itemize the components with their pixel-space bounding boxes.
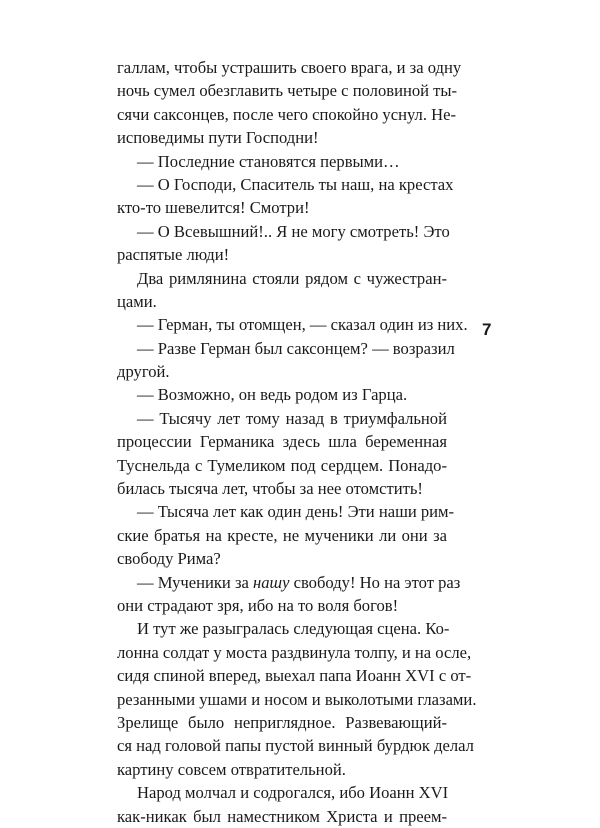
- text-line: лонна солдат у моста раздвинула толпу, и на осле,: [117, 642, 472, 662]
- text-line: ся над головой папы пустой винный бурдюк делал: [117, 736, 474, 756]
- text-line: галлам, чтобы устрашить своего врага, и за одну: [117, 58, 462, 77]
- text-line: билась тысяча лет, чтобы за нее отомстить!: [117, 479, 423, 499]
- text-line: [117, 571, 461, 594]
- text-line: — О Всевышний!.. Я не могу смотреть! Это: [137, 221, 450, 241]
- page-number: 7: [482, 320, 492, 339]
- text-line: они страдают зря, ибо на то воля богов!: [117, 595, 399, 615]
- text-line: — Тысячу лет тому назад в триумфальной: [137, 408, 447, 428]
- text-line: — Тысяча лет как один день! Эти наши рим-: [137, 502, 455, 522]
- text-line: — Последние становятся первыми…: [137, 151, 400, 171]
- text-line: сячи саксонцев, после чего спокойно уснул. Не-: [117, 104, 456, 124]
- text-line: ские братья на кресте, не мученики ли они за: [117, 525, 447, 545]
- text-line: резанными ушами и носом и выколотыми глазами.: [117, 689, 477, 709]
- text-line: картину совсем отвратительной.: [117, 759, 346, 779]
- text-line: исповедимы пути Господни!: [117, 128, 319, 148]
- text-line: — О Господи, Спаситель ты наш, на крестах: [137, 174, 454, 194]
- text-line: Два римлянина стояли рядом с чужестран-: [137, 268, 447, 288]
- text-segment: — Мученики за: [137, 572, 254, 592]
- text-line: Туснельда с Тумеликом под сердцем. Понадо-: [117, 455, 447, 475]
- text-line: другой.: [117, 362, 170, 382]
- text-line: цами.: [117, 291, 157, 311]
- emphasized-word: нашу: [253, 572, 290, 592]
- text-line: — Возможно, он ведь родом из Гарца.: [137, 385, 408, 405]
- text-line: свободу Рима?: [117, 549, 221, 569]
- text-line: как-никак был наместником Христа и преем-: [117, 806, 447, 826]
- text-line: распятые люди!: [117, 245, 230, 265]
- text-line: — Разве Герман был саксонцем? — возразил: [137, 338, 455, 358]
- text-line: И тут же разыгралась следующая сцена. Ко-: [137, 619, 450, 639]
- text-segment: свободу! Но на этот раз: [289, 572, 461, 592]
- text-line: Зрелище было неприглядное. Развевающий-: [117, 712, 447, 732]
- text-line: процессии Германика здесь шла беременная: [117, 432, 447, 452]
- text-line: кто-то шевелится! Смотри!: [117, 198, 310, 218]
- text-line: — Герман, ты отомщен, — сказал один из них.: [137, 315, 468, 335]
- text-line: Народ молчал и содрогался, ибо Иоанн XVI: [137, 783, 449, 803]
- text-line: ночь сумел обезглавить четыре с половиной ты-: [117, 81, 458, 101]
- text-line: сидя спиной вперед, выехал папа Иоанн XVI с от-: [117, 666, 472, 686]
- body-text: [117, 56, 477, 828]
